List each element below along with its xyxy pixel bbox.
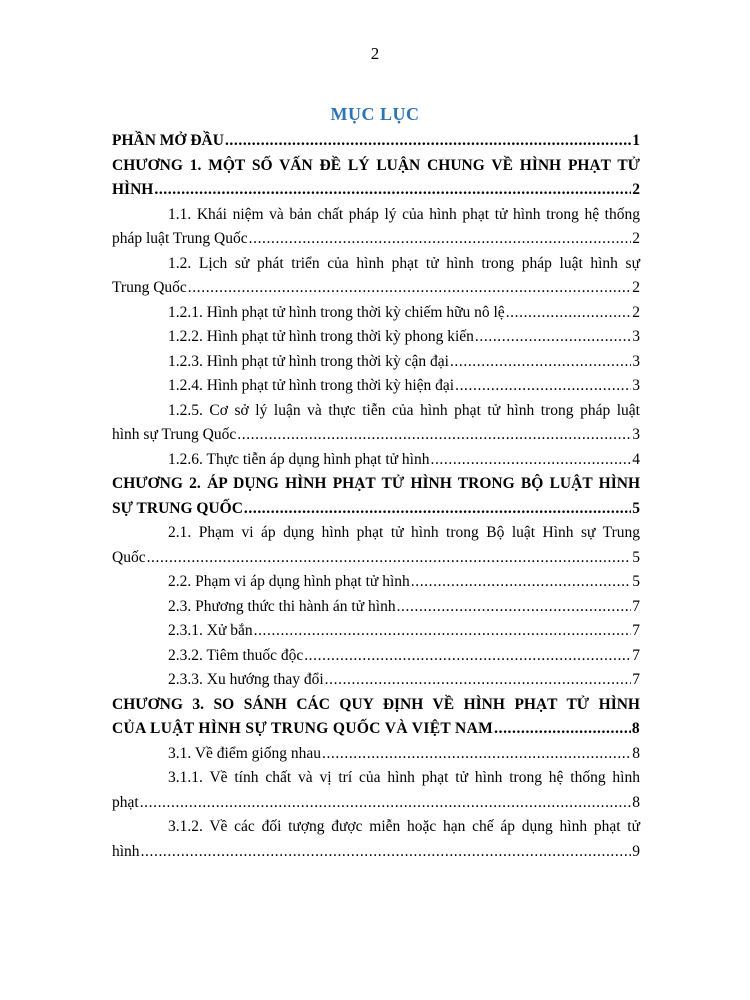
toc-entry-introduction[interactable] (112, 129, 640, 154)
toc-entry-page: 3 (632, 377, 640, 394)
toc-leader-dots (254, 619, 632, 644)
toc-entry-1-2-2[interactable] (112, 325, 640, 350)
toc-entry-text: 1.2.3. Hình phạt tử hình trong thời kỳ cận đại (168, 352, 449, 370)
toc-entry-text: 2.3.1. Xử bắn (168, 622, 253, 639)
toc-entry-chapter-1[interactable] (112, 154, 640, 203)
toc-entry-page: 4 (632, 450, 640, 468)
toc-entry-2-3-1[interactable] (112, 619, 640, 644)
toc-entry-text: 1.2.6. Thực tiễn áp dụng hình phạt tử hình (168, 450, 430, 468)
toc-entry-text-line1: 1.1. Khái niệm và bản chất pháp lý của hình phạt tử hình trong hệ thống (168, 205, 640, 223)
toc-entry-1-2-1[interactable] (112, 301, 640, 326)
toc-entry-text: pháp luật Trung Quốc (112, 230, 248, 247)
toc-entry-page: 7 (632, 671, 640, 688)
toc-entry-text-line1: CHƯƠNG 3. SO SÁNH CÁC QUY ĐỊNH VỀ HÌNH PHẠT TỬ HÌNH (112, 695, 640, 713)
toc-leader-dots (237, 423, 631, 448)
toc-entry-1-1[interactable] (112, 203, 640, 252)
toc-entry-page: 5 (632, 548, 640, 566)
toc-entry-2-1[interactable] (112, 521, 640, 570)
toc-leader-dots (304, 644, 631, 669)
toc-entry-page: 2 (632, 230, 640, 247)
toc-leader-dots (154, 178, 631, 203)
toc-entry-page: 9 (632, 842, 640, 860)
toc-entry-2-3[interactable] (112, 595, 640, 620)
toc-leader-dots (141, 840, 632, 865)
toc-entry-text: 1.2.2. Hình phạt tử hình trong thời kỳ phong kiến (168, 328, 474, 345)
toc-entry-1-2[interactable] (112, 252, 640, 301)
toc-leader-dots (188, 276, 631, 301)
toc-leader-dots (430, 448, 631, 473)
toc-entry-text: hình sự Trung Quốc (112, 426, 237, 443)
toc-entry-1-2-5[interactable] (112, 399, 640, 448)
toc-entry-text: 2.2. Phạm vi áp dụng hình phạt tử hình (168, 573, 410, 590)
toc-entry-text-line1: 3.1.2. Về các đối tượng được miễn hoặc hạn chế áp dụng hình phạt tử (168, 818, 640, 835)
toc-entry-page: 8 (632, 744, 640, 762)
toc-leader-dots (475, 325, 631, 350)
toc-leader-dots (322, 742, 631, 767)
toc-entry-3-1-2[interactable] (112, 815, 640, 864)
toc-entry-text-line1: 1.2. Lịch sử phát triển của hình phạt tử hình trong pháp luật hình sự (168, 254, 640, 272)
toc-entry-page: 3 (632, 426, 640, 443)
toc-entry-text: 3.1. Về điểm giống nhau (168, 744, 321, 762)
toc-entry-text: 1.2.4. Hình phạt tử hình trong thời kỳ hiện đại (168, 377, 455, 394)
toc-entry-chapter-3[interactable] (112, 693, 640, 742)
toc-leader-dots (455, 374, 631, 399)
toc-entry-page: 8 (632, 793, 640, 811)
toc-entry-2-3-2[interactable] (112, 644, 640, 669)
toc-entry-3-1[interactable] (112, 742, 640, 767)
toc-entry-page: 5 (632, 499, 640, 517)
toc-entry-text-line1: 1.2.5. Cơ sở lý luận và thực tiễn của hình phạt tử hình trong pháp luật (168, 401, 640, 419)
toc-leader-dots (494, 717, 631, 742)
toc-entry-1-2-4[interactable] (112, 374, 640, 399)
toc-leader-dots (506, 301, 632, 326)
toc-entry-page: 8 (631, 720, 640, 737)
toc-entry-page: 3 (632, 328, 640, 345)
toc-leader-dots (450, 350, 631, 375)
toc-entry-text-line1: 2.1. Phạm vi áp dụng hình phạt tử hình trong Bộ luật Hình sự Trung (168, 524, 640, 541)
toc-entry-text: 2.3.2. Tiêm thuốc độc (168, 646, 304, 664)
toc-entry-text-line1: CHƯƠNG 2. ÁP DỤNG HÌNH PHẠT TỬ HÌNH TRONG BỘ LUẬT HÌNH (112, 475, 640, 492)
toc-entry-text: 2.3. Phương thức thi hành án tử hình (168, 597, 396, 615)
toc-title: MỤC LỤC (330, 104, 420, 124)
toc-leader-dots (325, 668, 632, 693)
table-of-contents (112, 129, 640, 864)
toc-entry-text: 2.3.3. Xu hướng thay đổi (168, 671, 324, 688)
toc-entry-page: 1 (632, 132, 640, 149)
toc-entry-text-line1: CHƯƠNG 1. MỘT SỐ VẤN ĐỀ LÝ LUẬN CHUNG VỀ HÌNH PHẠT TỬ (112, 156, 640, 174)
toc-leader-dots (249, 227, 632, 252)
toc-entry-chapter-2[interactable] (112, 472, 640, 521)
toc-entry-text: Trung Quốc (112, 279, 187, 296)
toc-entry-text: hình (112, 842, 140, 860)
toc-entry-text: CỦA LUẬT HÌNH SỰ TRUNG QUỐC VÀ VIỆT NAM (112, 720, 494, 737)
toc-entry-text-line1: 3.1.1. Về tính chất và vị trí của hình phạt tử hình trong hệ thống hình (168, 769, 640, 786)
toc-entry-1-2-3[interactable] (112, 350, 640, 375)
toc-entry-text: HÌNH (112, 181, 154, 198)
toc-entry-page: 2 (632, 181, 640, 198)
toc-entry-page: 3 (632, 352, 640, 370)
toc-entry-page: 2 (632, 303, 640, 321)
toc-entry-1-2-6[interactable] (112, 448, 640, 473)
toc-entry-text: 1.2.1. Hình phạt tử hình trong thời kỳ chiếm hữu nô lệ (168, 303, 505, 321)
page-number: 2 (370, 44, 380, 63)
toc-leader-dots (147, 546, 632, 571)
toc-leader-dots (225, 129, 631, 154)
toc-entry-2-3-3[interactable] (112, 668, 640, 693)
toc-entry-page: 2 (632, 279, 640, 296)
toc-entry-text: Quốc (112, 548, 146, 566)
toc-leader-dots (397, 595, 632, 620)
toc-entry-text: SỰ TRUNG QUỐC (112, 499, 243, 517)
toc-entry-text: PHẦN MỞ ĐẦU (112, 132, 224, 149)
toc-entry-text: phạt (112, 793, 139, 811)
toc-entry-page: 7 (632, 597, 640, 615)
toc-leader-dots (411, 570, 632, 595)
toc-entry-3-1-1[interactable] (112, 766, 640, 815)
toc-leader-dots (140, 791, 632, 816)
toc-entry-2-2[interactable] (112, 570, 640, 595)
toc-entry-page: 5 (632, 573, 640, 590)
toc-leader-dots (244, 497, 631, 522)
toc-entry-page: 7 (632, 622, 640, 639)
toc-entry-page: 7 (632, 646, 640, 664)
